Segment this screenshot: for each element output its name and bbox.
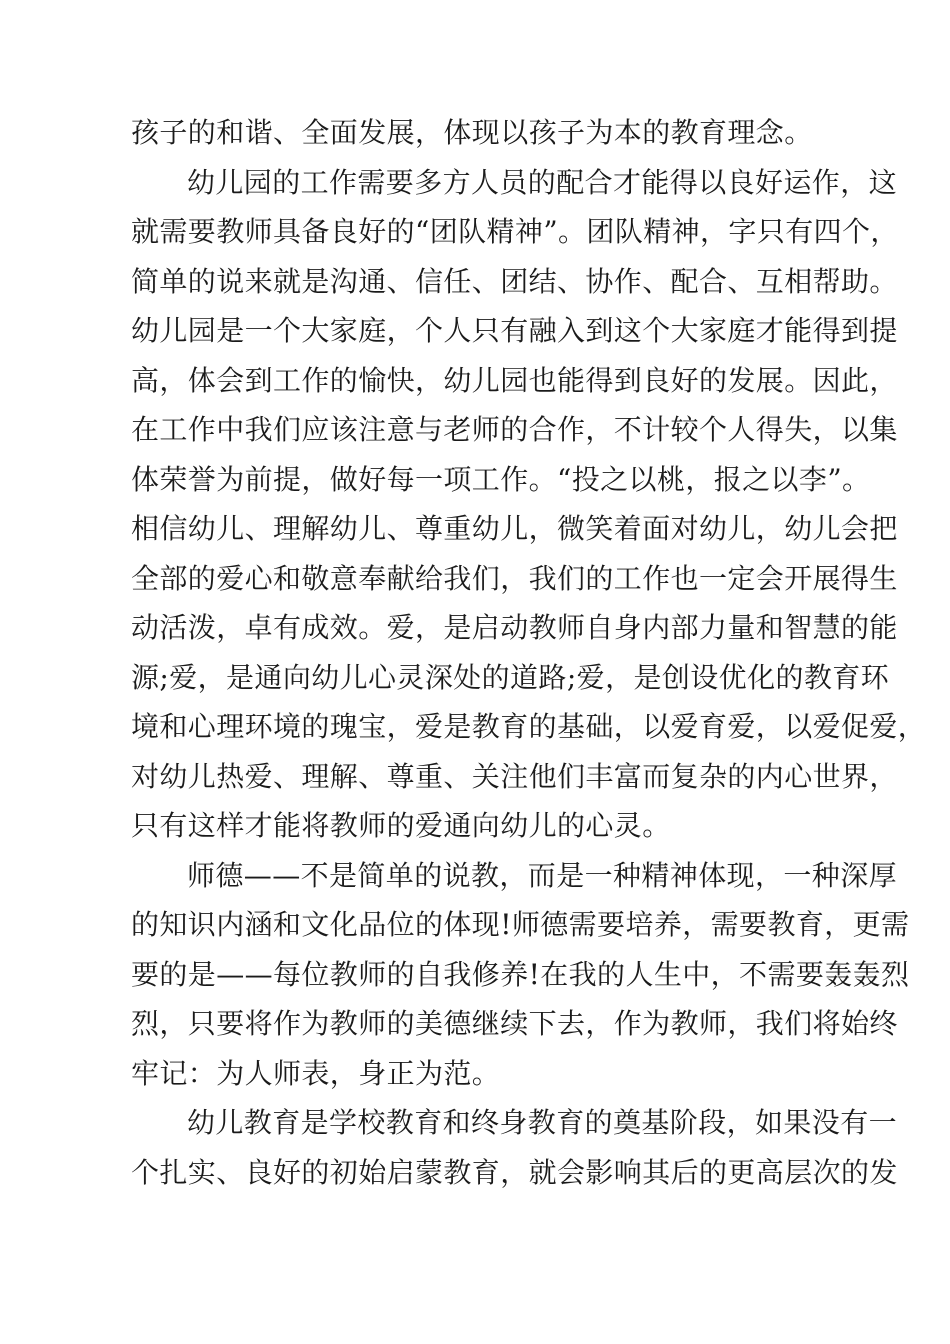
text-line: 境和心理环境的瑰宝，爱是教育的基础，以爱育爱，以爱促爱， (131, 710, 927, 743)
text-line: 简单的说来就是沟通、信任、团结、协作、配合、互相帮助。 (131, 264, 898, 298)
text-line: 的知识内涵和文化品位的体现!师德需要培养，需要教育，更需 (131, 908, 910, 941)
text-line: 源;爱，是通向幼儿心灵深处的道路;爱，是创设优化的教育环 (131, 660, 890, 694)
text-line: 要的是——每位教师的自我修养!在我的人生中，不需要轰轰烈 (131, 957, 910, 991)
text-line: 高，体会到工作的愉快，幼儿园也能得到良好的发展。因此， (131, 363, 898, 397)
document-body (131, 108, 927, 1197)
text-line: 烈，只要将作为教师的美德继续下去，作为教师，我们将始终 (131, 1007, 898, 1040)
text-line: 个扎实、良好的初始启蒙教育，就会影响其后的更高层次的发 (131, 1155, 898, 1189)
text-line: 动活泼，卓有成效。爱，是启动教师自身内部力量和智慧的能 (131, 611, 898, 644)
text-line: 师德——不是简单的说教，而是一种精神体现，一种深厚 (187, 858, 898, 892)
text-line: 幼儿教育是学校教育和终身教育的奠基阶段，如果没有一 (187, 1106, 898, 1139)
text-line: 只有这样才能将教师的爱通向幼儿的心灵。 (131, 809, 671, 842)
text-line: 对幼儿热爱、理解、尊重、关注他们丰富而复杂的内心世界， (131, 759, 898, 793)
text-line: 在工作中我们应该注意与老师的合作，不计较个人得失，以集 (131, 413, 898, 446)
text-line: 全部的爱心和敬意奉献给我们，我们的工作也一定会开展得生 (131, 561, 898, 595)
text-line: 幼儿园的工作需要多方人员的配合才能得以良好运作，这 (187, 165, 898, 199)
text-line: 牢记：为人师表，身正为范。 (131, 1056, 501, 1090)
text-line: 就需要教师具备良好的“团队精神”。团队精神，字只有四个， (131, 215, 899, 248)
text-line: 幼儿园是一个大家庭，个人只有融入到这个大家庭才能得到提 (131, 314, 898, 347)
text-line: 孩子的和谐、全面发展，体现以孩子为本的教育理念。 (131, 116, 813, 149)
text-line: 体荣誉为前提，做好每一项工作。“投之以桃，报之以李”。 (131, 462, 871, 496)
text-line: 相信幼儿、理解幼儿、尊重幼儿，微笑着面对幼儿，幼儿会把 (131, 512, 898, 545)
